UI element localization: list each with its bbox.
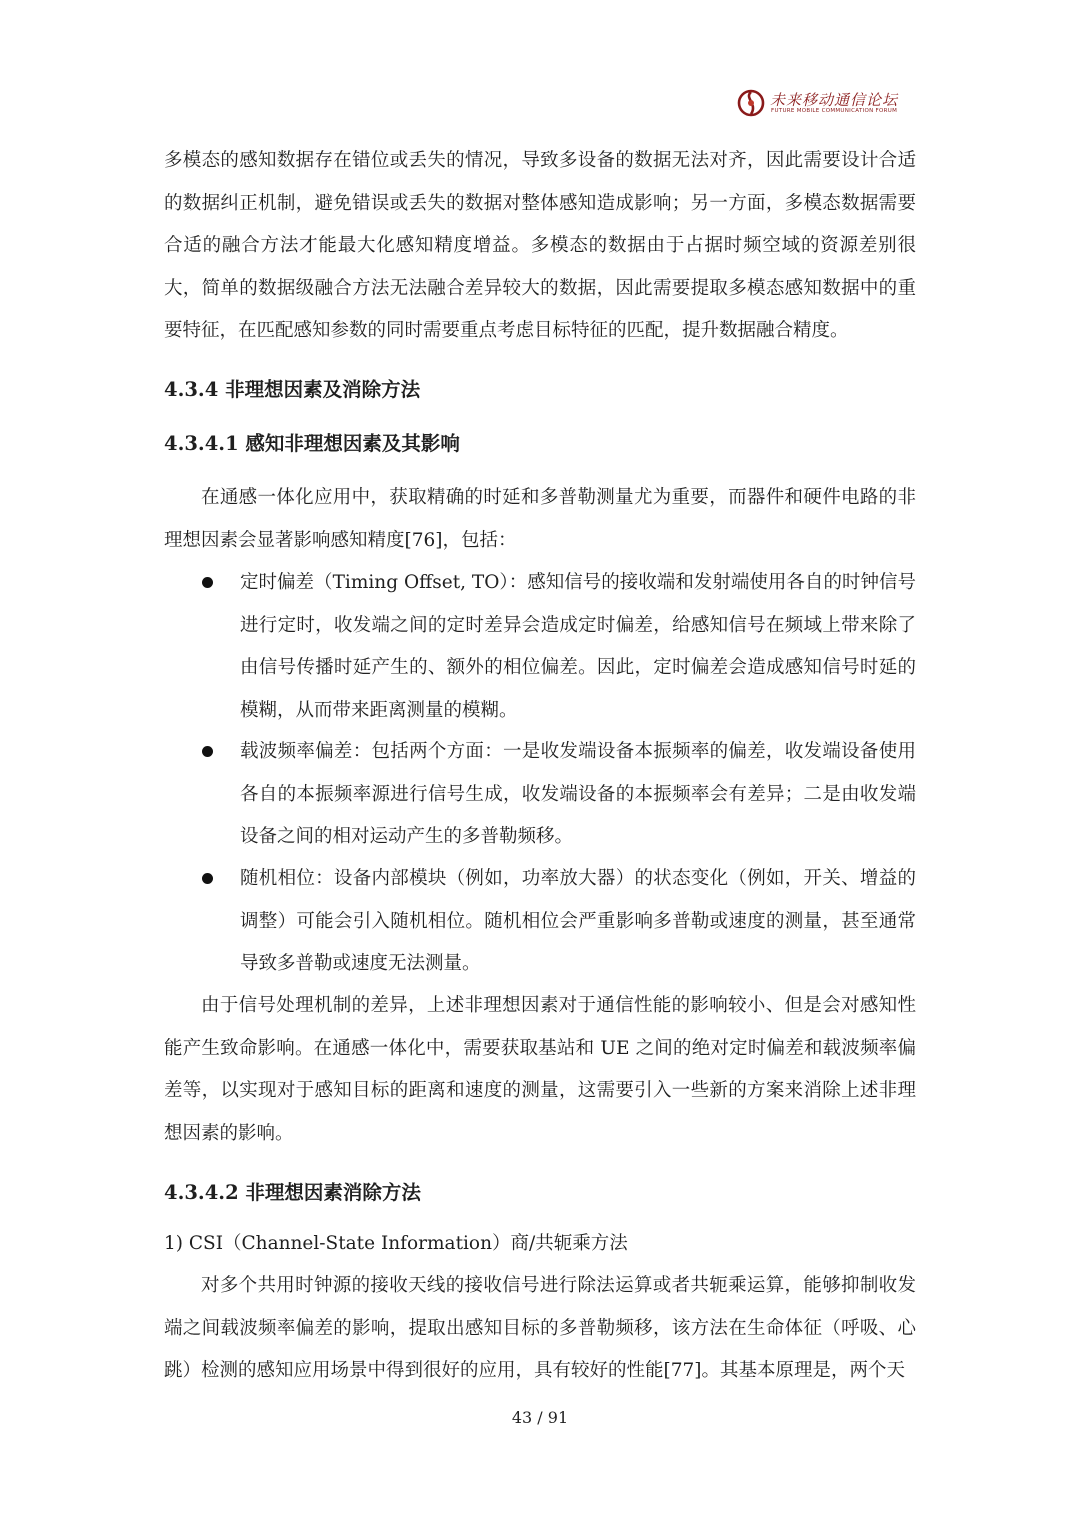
bullet-dot-icon bbox=[202, 746, 213, 757]
impact-paragraph: 由于信号处理机制的差异，上述非理想因素对于通信性能的影响较小、但是会对感知性能产生致命影响。在通感一体化中，需要获取基站和 UE 之间的绝对定时偏差和载波频率偏差等，以实现对于感知目标的距离和速度的测量，这需要引入一些新的方案来消除上述非理想因素的影响。 bbox=[164, 995, 916, 1144]
bullet-dot-icon bbox=[202, 577, 213, 588]
forum-logo-icon bbox=[736, 88, 766, 118]
intro-paragraph: 多模态的感知数据存在错位或丢失的情况，导致多设备的数据无法对齐，因此需要设计合适的数据纠正机制，避免错误或丢失的数据对整体感知造成影响；另一方面，多模态数据需要合适的融合方法才能最大化感知精度增益。多模态的数据由于占据时频空域的资源差别很大，简单的数据级融合方法无法融合差异较大的数据，因此需要提取多模态感知数据中的重要特征，在匹配感知参数的同时需要重点考虑目标特征的匹配，提升数据融合精度。 bbox=[164, 150, 916, 341]
section-heading-4-3-4-2: 4.3.4.2 非理想因素消除方法 bbox=[164, 1181, 421, 1204]
header-logo bbox=[736, 86, 906, 120]
nonideal-intro-paragraph: 在通感一体化应用中，获取精确的时延和多普勒测量尤为重要，而器件和硬件电路的非理想因素会显著影响感知精度[76]，包括： bbox=[164, 487, 916, 551]
logo-title-en: FUTURE MOBILE COMMUNICATION FORUM bbox=[771, 108, 898, 114]
bullet-dot-icon bbox=[202, 873, 213, 884]
page-number: 43 / 91 bbox=[511, 1408, 569, 1427]
section-heading-4-3-4-1: 4.3.4.1 感知非理想因素及其影响 bbox=[164, 432, 460, 455]
method-1-paragraph: 对多个共用时钟源的接收天线的接收信号进行除法运算或者共轭乘运算，能够抑制收发端之间载波频率偏差的影响，提取出感知目标的多普勒频移，该方法在生命体征（呼吸、心跳）检测的感知应用场景中得到很好的应用，具有较好的性能[77]。其基本原理是，两个天 bbox=[164, 1275, 916, 1381]
section-heading-4-3-4: 4.3.4 非理想因素及消除方法 bbox=[164, 378, 421, 401]
logo-title-cn: 未来移动通信论坛 bbox=[770, 91, 899, 109]
bullet-text: 定时偏差（Timing Offset, TO）：感知信号的接收端和发射端使用各自的时钟信号进行定时，收发端之间的定时差异会造成定时偏差，给感知信号在频域上带来除了由信号传播时延产生的、额外的相位偏差。因此，定时偏差会造成感知信号时延的模糊，从而带来距离测量的模糊。 bbox=[240, 572, 916, 721]
bullet-text: 随机相位：设备内部模块（例如，功率放大器）的状态变化（例如，开关、增益的调整）可能会引入随机相位。随机相位会严重影响多普勒或速度的测量，甚至通常导致多普勒或速度无法测量。 bbox=[240, 868, 916, 974]
bullet-text: 载波频率偏差：包括两个方面：一是收发端设备本振频率的偏差，收发端设备使用各自的本振频率源进行信号生成，收发端设备的本振频率会有差异；二是由收发端设备之间的相对运动产生的多普勒频移。 bbox=[240, 741, 916, 847]
method-1-title: 1) CSI（Channel-State Information）商/共轭乘方法 bbox=[164, 1233, 628, 1254]
